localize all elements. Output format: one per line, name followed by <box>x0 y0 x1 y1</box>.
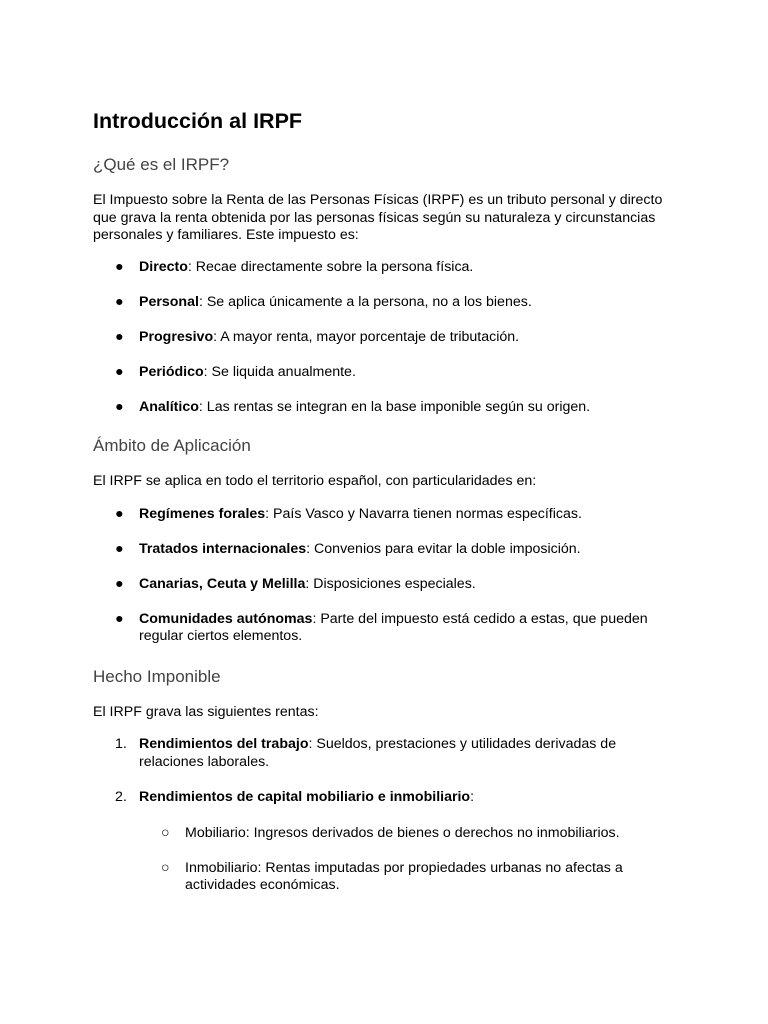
list-item <box>93 294 673 312</box>
list-item <box>93 506 673 524</box>
page-title: Introducción al IRPF <box>93 109 303 133</box>
bullet-icon: ● <box>115 540 124 557</box>
document-content <box>93 106 673 895</box>
item-term: Progresivo <box>139 328 214 345</box>
item-term: Analítico <box>139 398 199 415</box>
item-text: : <box>470 789 475 805</box>
item-term: Periódico <box>139 363 204 380</box>
bullet-icon: ● <box>115 363 124 380</box>
sub-item-text: Mobiliario: Ingresos derivados de bienes o derechos no inmobiliarios. <box>185 824 620 841</box>
sub-list-item <box>93 860 673 895</box>
section-heading-ambito: Ámbito de Aplicación <box>93 436 251 455</box>
item-text: : Recae directamente sobre la persona física. <box>187 258 474 275</box>
item-term: Comunidades autónomas <box>139 610 313 627</box>
item-text: : A mayor renta, mayor porcentaje de tributación. <box>213 328 520 345</box>
list-item <box>93 541 673 559</box>
bullet-icon: ● <box>115 575 124 592</box>
item-term: Canarias, Ceuta y Melilla <box>139 575 306 592</box>
item-number: 2. <box>115 789 127 805</box>
bullet-icon: ● <box>115 610 124 627</box>
circle-bullet-icon: ○ <box>161 824 170 841</box>
list-item <box>93 399 673 417</box>
ambito-list <box>93 506 673 646</box>
circle-bullet-icon: ○ <box>161 859 170 876</box>
rentas-list <box>93 736 673 807</box>
list-item <box>93 611 673 646</box>
list-item <box>93 329 673 347</box>
item-text: : País Vasco y Navarra tienen normas específicas. <box>265 505 582 522</box>
capital-sublist <box>93 825 673 895</box>
bullet-icon: ● <box>115 398 124 415</box>
item-term: Directo <box>139 258 188 275</box>
bullet-icon: ● <box>115 328 124 345</box>
item-number: 1. <box>115 736 127 752</box>
bullet-icon: ● <box>115 258 124 275</box>
item-term: Tratados internacionales <box>139 540 307 557</box>
list-item <box>93 364 673 382</box>
item-text: : Disposiciones especiales. <box>305 575 476 592</box>
item-text: : Se aplica únicamente a la persona, no a los bienes. <box>198 293 532 310</box>
item-text: : Sueldos, prestaciones y utilidades derivadas de relaciones laborales. <box>139 736 617 770</box>
list-item <box>93 736 673 771</box>
item-text: : Convenios para evitar la doble imposición. <box>306 540 581 557</box>
item-text: : Se liquida anualmente. <box>203 363 356 380</box>
item-term: Rendimientos de capital mobiliario e inmobiliario <box>139 789 471 805</box>
sub-list-item <box>93 825 673 843</box>
item-text: : Las rentas se integran en la base imponible según su origen. <box>198 398 591 415</box>
section-heading-hecho: Hecho Imponible <box>93 666 221 686</box>
item-term: Rendimientos del trabajo <box>139 736 309 752</box>
section-intro-hecho: El IRPF grava las siguientes rentas: <box>93 703 319 720</box>
bullet-icon: ● <box>115 293 124 310</box>
item-term: Regímenes forales <box>139 505 266 522</box>
section-intro-ambito: El IRPF se aplica en todo el territorio español, con particularidades en: <box>93 473 537 489</box>
list-item <box>93 789 673 807</box>
list-item <box>93 259 673 277</box>
characteristics-list <box>93 259 673 417</box>
sub-item-text: Inmobiliario: Rentas imputadas por propiedades urbanas no afectas a actividades económicas. <box>185 859 623 893</box>
section-heading-que-es: ¿Qué es el IRPF? <box>93 155 230 174</box>
bullet-icon: ● <box>115 505 124 522</box>
list-item <box>93 576 673 594</box>
section-intro-que-es: El Impuesto sobre la Renta de las Personas Físicas (IRPF) es un tributo personal y directo que grava la renta obtenida por las personas físicas según su naturaleza y circunstancias personales y familiares. Este impuesto es: <box>93 192 663 243</box>
item-term: Personal <box>139 293 199 310</box>
item-text: : Parte del impuesto está cedido a estas, que pueden regular ciertos elementos. <box>139 610 648 644</box>
